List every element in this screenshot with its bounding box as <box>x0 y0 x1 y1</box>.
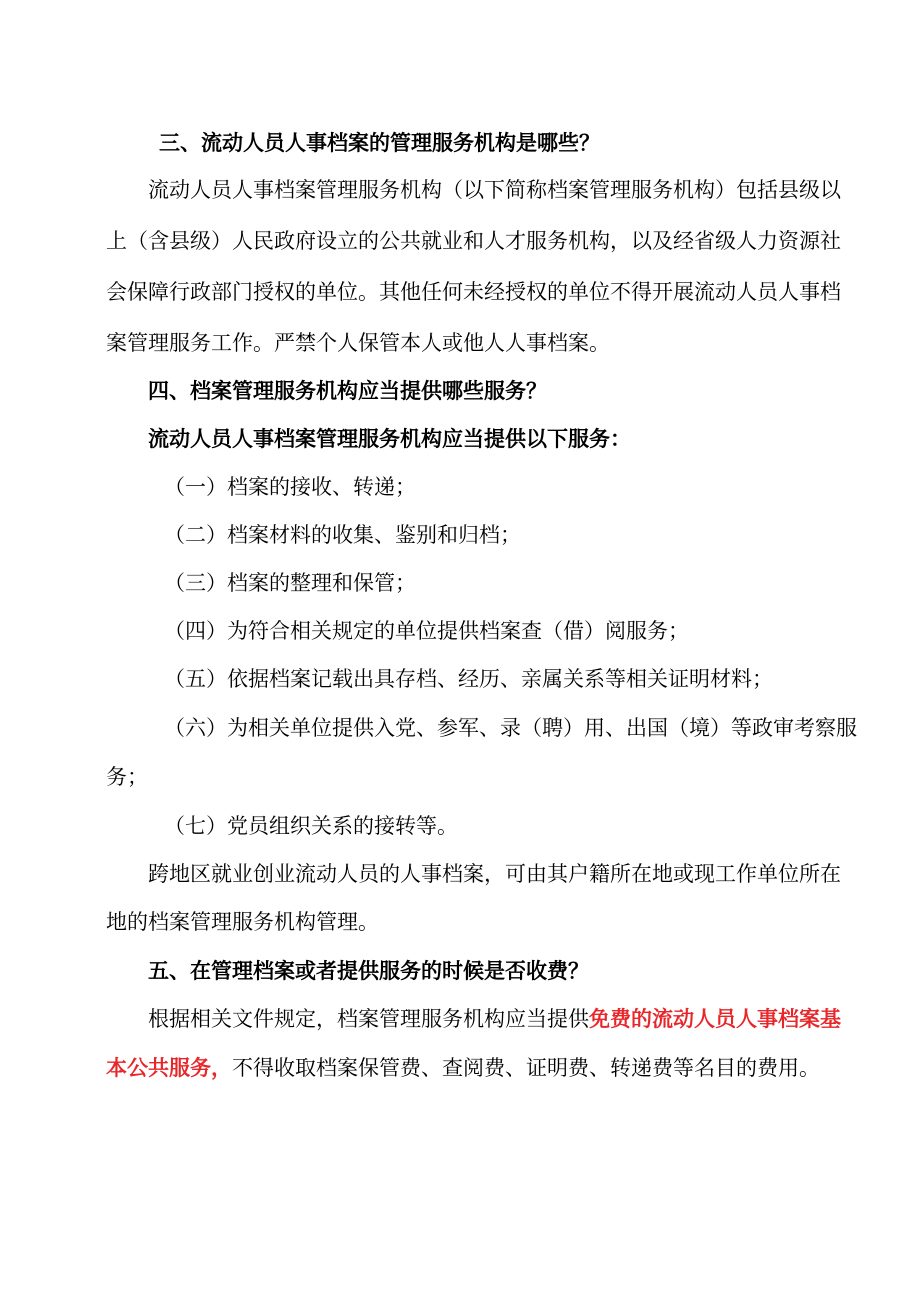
section-3-paragraph-line-1: 流动人员人事档案管理服务机构（以下简称档案管理服务机构）包括县级以 <box>148 178 841 202</box>
section-5-highlight-text-1: 免费的流动人员人事档案基 <box>589 1006 841 1031</box>
section-4-item-3: （三）档案的整理和保管； <box>164 571 416 595</box>
section-5-highlight-text-2: 本公共服务， <box>106 1055 232 1080</box>
section-4-item-7: （七）党员组织关系的接转等。 <box>164 814 458 838</box>
section-4-item-1: （一）档案的接收、转递； <box>164 475 416 499</box>
section-5-paragraph-line-2 <box>106 1055 820 1080</box>
section-3-paragraph-line-2: 上（含县级）人民政府设立的公共就业和人才服务机构，以及经省级人力资源社 <box>106 229 841 253</box>
section-4-item-4: （四）为符合相关规定的单位提供档案查（借）阅服务； <box>164 619 689 643</box>
section-3-paragraph-line-4: 案管理服务工作。严禁个人保管本人或他人人事档案。 <box>106 331 610 355</box>
section-5-normal-text-2: 不得收取档案保管费、查阅费、证明费、转递费等名目的费用。 <box>232 1056 820 1080</box>
section-5-normal-text-1: 根据相关文件规定，档案管理服务机构应当提供 <box>148 1007 589 1031</box>
section-3-paragraph-line-3: 会保障行政部门授权的单位。其他任何未经授权的单位不得开展流动人员人事档 <box>106 280 841 304</box>
section-4-note-line-1: 跨地区就业创业流动人员的人事档案，可由其户籍所在地或现工作单位所在 <box>148 862 841 886</box>
section-5-heading: 五、在管理档案或者提供服务的时候是否收费？ <box>148 958 589 983</box>
section-5-paragraph-line-1 <box>148 1007 858 1031</box>
section-4-note-line-2: 地的档案管理服务机构管理。 <box>106 910 379 934</box>
section-4-item-2: （二）档案材料的收集、鉴别和归档； <box>164 523 521 547</box>
section-4-intro: 流动人员人事档案管理服务机构应当提供以下服务： <box>148 426 631 451</box>
section-4-item-6-line-1: （六）为相关单位提供入党、参军、录（聘）用、出国（境）等政审考察服 <box>164 716 857 740</box>
section-4-item-5: （五）依据档案记载出具存档、经历、亲属关系等相关证明材料； <box>164 667 773 691</box>
section-3-heading: 三、流动人员人事档案的管理服务机构是哪些？ <box>159 130 600 155</box>
section-4-item-6-line-2: 务； <box>106 765 148 789</box>
section-4-heading: 四、档案管理服务机构应当提供哪些服务？ <box>148 378 547 403</box>
